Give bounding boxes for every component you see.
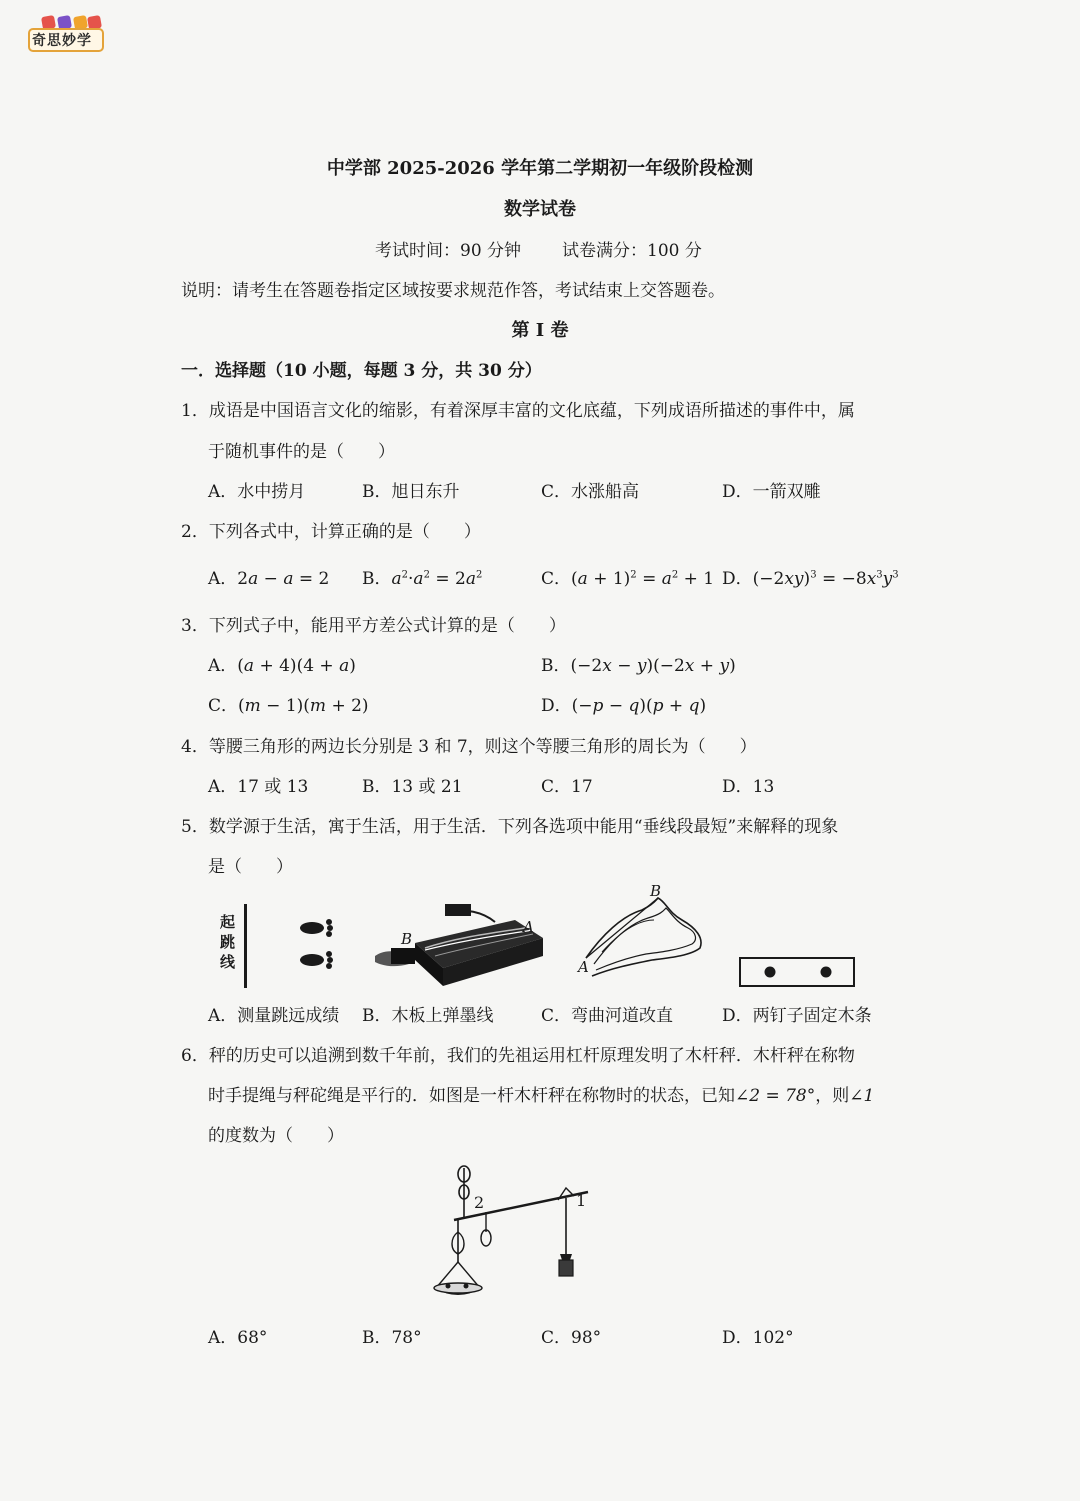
q5-figure-b xyxy=(365,898,550,993)
angle-2-label: 2 xyxy=(474,1193,485,1212)
q6-stem-line2: 时手提绳与秤砣绳是平行的．如图是一杆木杆秤在称物时的状态，已知∠2 = 78°，则∠1 xyxy=(208,1086,875,1106)
q1-stem-line2: 于随机事件的是（ ） xyxy=(208,442,395,462)
nail-icon xyxy=(765,967,776,978)
q2-option-d: D．$(-2xy)^3 = -8x^3y^3$ xyxy=(722,569,899,589)
river-point-a: A xyxy=(578,958,589,976)
q1-option-d: D．一箭双雕 xyxy=(722,482,821,502)
angle-1-label: 1 xyxy=(576,1191,587,1210)
q1-option-a: A．水中捞月 xyxy=(208,482,306,502)
q5-stem-line1: 5．数学源于生活，寓于生活，用于生活．下列各选项中能用“垂线段最短”来解释的现象 xyxy=(181,817,839,837)
jump-line-label: 起跳线 xyxy=(220,913,236,971)
board-point-a: A xyxy=(523,918,534,936)
q1-option-b: B．旭日东升 xyxy=(362,482,460,502)
q3-stem: 3．下列式子中，能用平方差公式计算的是（ ） xyxy=(181,616,566,636)
section-title: 一．选择题（10 小题，每题 3 分，共 30 分） xyxy=(181,361,542,381)
volume-title: 第 I 卷 xyxy=(511,320,569,341)
q6-option-d: D．102° xyxy=(722,1328,794,1348)
q5-option-d: D．两钉子固定木条 xyxy=(722,1006,872,1026)
footprints-icon xyxy=(290,914,340,974)
counterweight-icon xyxy=(559,1260,573,1276)
q3-option-a: A．(a + 4)(4 + a) xyxy=(208,656,356,676)
q4-option-c: C．17 xyxy=(541,777,593,797)
q6-option-a: A．68° xyxy=(208,1328,268,1348)
q3-option-d: D．(−p − q)(p + q) xyxy=(541,696,707,716)
q4-option-d: D．13 xyxy=(722,777,775,797)
q1-option-c: C．水涨船高 xyxy=(541,482,640,502)
q6-stem-line1: 6．秤的历史可以追溯到数千年前，我们的先祖运用杠杆原理发明了木杆秤．木杆秤在称物 xyxy=(181,1046,855,1066)
logo-text: 奇思妙学 xyxy=(32,33,92,49)
exam-title: 中学部 2025-2026 学年第二学期初一年级阶段检测 xyxy=(326,158,754,179)
q5-stem-line2: 是（ ） xyxy=(208,857,293,877)
q5-option-b: B．木板上弹墨线 xyxy=(362,1006,494,1026)
q5-figure-c xyxy=(572,880,712,990)
q3-option-c: C．(m − 1)(m + 2) xyxy=(208,696,369,716)
river-point-b: B xyxy=(650,882,662,900)
q4-stem: 4．等腰三角形的两边长分别是 3 和 7，则这个等腰三角形的周长为（ ） xyxy=(181,737,757,757)
q6-option-b: B．78° xyxy=(362,1328,422,1348)
q6-option-c: C．98° xyxy=(541,1328,602,1348)
q4-option-a: A．17 或 13 xyxy=(208,777,309,797)
q6-steelyard-figure xyxy=(428,1162,598,1307)
q1-stem-line1: 1．成语是中国语言文化的缩影，有着深厚丰富的文化底蕴，下列成语所描述的事件中，属 xyxy=(181,401,855,421)
q5-figure-d xyxy=(738,955,858,990)
q4-option-b: B．13 或 21 xyxy=(362,777,463,797)
board-point-b: B xyxy=(401,930,413,948)
instructions: 说明：请考生在答题卷指定区域按要求规范作答，考试结束上交答题卷。 xyxy=(181,281,725,301)
q2-option-b: B．$a^2\cdot a^2 = 2a^2$ xyxy=(362,569,483,589)
exam-time: 考试时间：90 分钟 xyxy=(375,241,522,261)
q5-figure-a xyxy=(220,900,350,995)
q2-option-c: C．$(a + 1)^2 = a^2 + 1$ xyxy=(541,569,715,589)
brand-logo xyxy=(28,8,106,54)
q6-stem-line3: 的度数为（ ） xyxy=(208,1126,344,1146)
q5-option-a: A．测量跳远成绩 xyxy=(208,1006,340,1026)
q3-option-b: B．(−2x − y)(−2x + y) xyxy=(541,656,736,676)
exam-subject: 数学试卷 xyxy=(504,199,576,220)
jump-line xyxy=(244,904,247,988)
q5-option-c: C．弯曲河道改直 xyxy=(541,1006,674,1026)
q2-option-a: A．2a − a = 2 xyxy=(208,569,330,589)
nail-icon xyxy=(821,967,832,978)
full-score: 试卷满分：100 分 xyxy=(562,241,702,261)
q2-stem: 2．下列各式中，计算正确的是（ ） xyxy=(181,522,481,542)
